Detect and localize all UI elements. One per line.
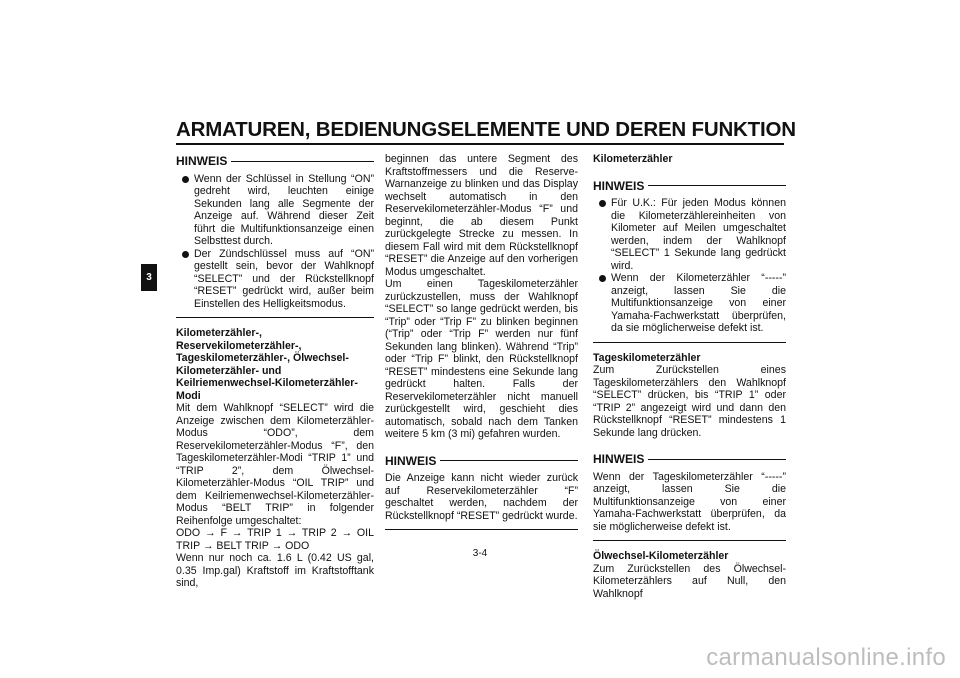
bullet-icon bbox=[599, 275, 606, 282]
note-list bbox=[176, 173, 374, 311]
column-3 bbox=[593, 153, 786, 600]
note-label: HINWEIS bbox=[593, 178, 645, 193]
note-end-rule bbox=[385, 529, 578, 530]
note-header bbox=[176, 155, 374, 168]
section-heading: Ölwechsel-Kilometerzähler bbox=[593, 550, 729, 562]
page-title: ARMATUREN, BEDIENUNGSELEMENTE UND DEREN FUNKTION bbox=[176, 118, 796, 141]
note-rule bbox=[648, 459, 786, 460]
bullet-icon bbox=[182, 251, 189, 258]
note-bullet-text: Der Zündschlüssel muss auf “ON” gestellt sein, bevor der Wahlknopf “SELECT” und der Rückstellknopf “RESET” gedrückt wird, außer beim Einstellen des Helligkeitsmodus. bbox=[194, 247, 374, 310]
body-paragraph: Wenn nur noch ca. 1.6 L (0.42 US gal, 0.35 Imp.gal) Kraftstoff im Kraftstofftank sind, bbox=[176, 552, 374, 589]
bullet-icon bbox=[182, 176, 189, 183]
body-paragraph: Zum Zurückstellen des Ölwechsel-Kilometerzählers auf Null, den Wahlknopf bbox=[593, 562, 786, 600]
note-bullet-text: Wenn der Kilometerzähler “-----” anzeigt, lassen Sie die Multifunktionsanzeige von einer Yamaha-Fachwerkstatt überprüfen, da sie möglicherweise defekt ist. bbox=[611, 272, 786, 334]
bullet-icon bbox=[599, 200, 606, 207]
body-paragraph: beginnen das untere Segment des Kraftstoffmessers und die Reserve-Warnanzeige zu blinken und das Display wechselt automatisch in den Reservekilometerzähler-Modus “F” und beginnt, die ab diesem Punkt zurückgelegte Strecke zu messen. In diesem Fall wird mit dem Rückstellknopf “RESET” die Anzeige auf den vorherigen Modus umgeschaltet. bbox=[385, 153, 578, 278]
watermark: carmanualsonline.info bbox=[706, 644, 946, 671]
section-heading: Tageskilometerzähler bbox=[593, 351, 701, 364]
note-header bbox=[593, 180, 786, 193]
note-header bbox=[385, 455, 578, 468]
note-text: Die Anzeige kann nicht wieder zurück auf Reservekilometerzähler “F” geschaltet werden, nachdem der Rückstellknopf “RESET” gedrückt wurde. bbox=[385, 472, 578, 522]
note-bullet-text: Wenn der Schlüssel in Stellung “ON” gedreht wird, leuchten einige Sekunden lang alle Segmente der Anzeige auf. Während dieser Zeit führt die Multifunktionsanzeige einen Selbsttest durch. bbox=[194, 172, 374, 247]
column-2 bbox=[385, 153, 578, 539]
title-rule bbox=[176, 143, 784, 145]
list-item bbox=[593, 197, 786, 272]
note-list bbox=[593, 197, 786, 335]
section-heading: Kilometerzähler bbox=[593, 153, 673, 165]
mode-sequence: ODO → F → TRIP 1 → TRIP 2 → OIL TRIP → BELT TRIP → ODO bbox=[176, 527, 374, 552]
note-rule bbox=[648, 185, 786, 186]
note-end-rule bbox=[593, 342, 786, 343]
section-heading: Kilometerzähler-, Reservekilometerzähler-, Tageskilometerzähler-, Ölwechsel-Kilometerzähler- und Keilriemenwechsel-Kilometerzähler-Modi bbox=[176, 327, 358, 402]
note-header bbox=[593, 453, 786, 466]
body-paragraph: Zum Zurückstellen eines Tageskilometerzählers den Wahlknopf “SELECT” drücken, bis “TRIP 1” oder “TRIP 2” angezeigt wird und dann den Rückstellknopf “RESET” mindestens 1 Sekunde lang drücken. bbox=[593, 364, 786, 439]
list-item bbox=[176, 173, 374, 248]
body-paragraph: Mit dem Wahlknopf “SELECT” wird die Anzeige zwischen dem Kilometerzähler-Modus “ODO”, dem Reservekilometerzähler-Modus “F”, den Tageskilometerzähler-Modi “TRIP 1” und “TRIP 2”, dem Ölwechsel-Kilometerzähler-Modus “OIL TRIP” und dem Keilriemenwechsel-Kilometerzähler-Modus “BELT TRIP” in folgender Reihenfolge umgeschaltet: bbox=[176, 402, 374, 527]
column-1 bbox=[176, 153, 374, 590]
note-rule bbox=[440, 460, 578, 461]
page-number: 3-4 bbox=[472, 548, 488, 559]
note-bullet-text: Für U.K.: Für jeden Modus können die Kilometerzählereinheiten von Kilometer auf Meilen umgeschaltet werden, indem der Wahlknopf “SELECT” 1 Sekunde lang gedrückt wird. bbox=[611, 197, 786, 272]
note-text: Wenn der Tageskilometerzähler “-----” anzeigt, lassen Sie die Multifunktionsanzeige von einer Yamaha-Fachwerkstatt überprüfen, da sie möglicherweise defekt ist. bbox=[593, 470, 786, 533]
note-end-rule bbox=[176, 317, 374, 318]
note-label: HINWEIS bbox=[385, 453, 437, 468]
note-rule bbox=[231, 161, 374, 162]
note-label: HINWEIS bbox=[593, 452, 645, 466]
list-item bbox=[176, 248, 374, 311]
note-label: HINWEIS bbox=[176, 154, 228, 168]
note-end-rule bbox=[593, 540, 786, 541]
list-item bbox=[593, 272, 786, 335]
body-paragraph: Um einen Tageskilometerzähler zurückzustellen, muss der Wahlknopf “SELECT” so lange gedrückt werden, bis “Trip” oder “Trip F” zu blinken beginnen (“Trip” oder “Trip F” werden nur fünf Sekunden lang blinken). Während “Trip” oder “Trip F” blinkt, den Rückstellknopf “RESET” mindestens eine Sekunde lang gedrückt halten. Falls der Reservekilometerzähler nicht manuell zurückgestellt wird, geschieht dies automatisch, sobald nach dem Tanken weitere 5 km (3 mi) gefahren wurden. bbox=[385, 278, 578, 440]
chapter-tab: 3 bbox=[141, 264, 157, 291]
